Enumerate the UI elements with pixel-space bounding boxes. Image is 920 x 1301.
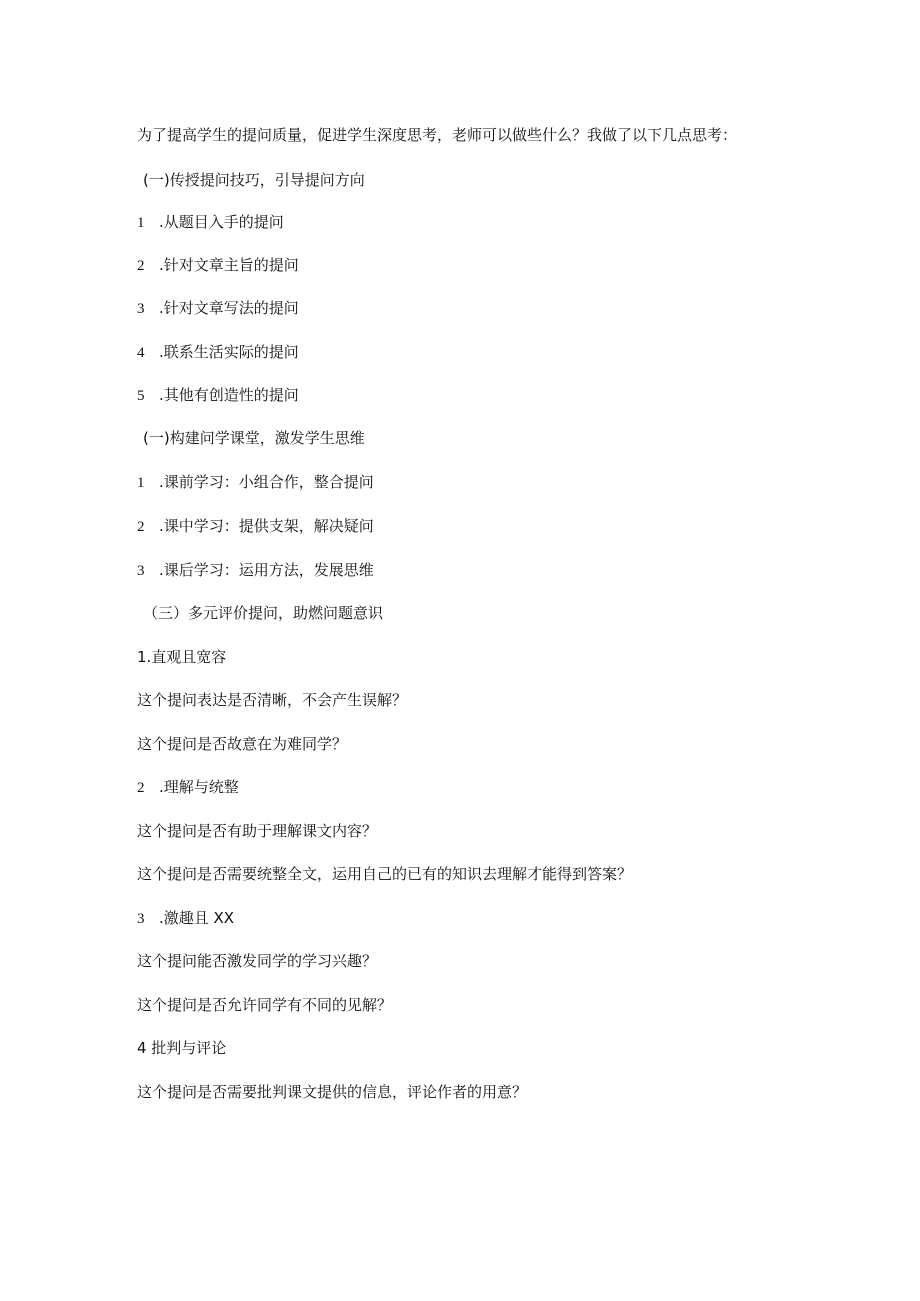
list-number: 5 [137, 388, 145, 404]
intro-paragraph: 为了提高学生的提问质量，促进学生深度思考，老师可以做些什么？我做了以下几点思考： [137, 126, 738, 144]
list-item [137, 298, 299, 319]
list-item [137, 472, 374, 493]
question-line: 这个提问是否故意在为难同学？ [137, 735, 348, 753]
section-heading-1: (一)传授提问技巧，引导提问方向 [143, 171, 365, 189]
list-item [137, 516, 374, 537]
list-item-text: .课前学习：小组合作，整合提问 [159, 473, 374, 491]
list-number: 3 [137, 911, 145, 927]
list-number: 3 [137, 301, 145, 317]
list-item [137, 385, 299, 406]
section-heading-3: （三）多元评价提问，助燃问题意识 [143, 604, 384, 622]
list-item-text: .课后学习：运用方法，发展思维 [159, 561, 374, 579]
list-number: 1 [137, 475, 145, 491]
subsection-title-4: 4 批判与评论 [137, 1039, 227, 1057]
list-item-text: .其他有创造性的提问 [159, 386, 299, 404]
list-number: 2 [137, 780, 145, 796]
subsection-title-2 [137, 777, 239, 798]
question-line: 这个提问是否有助于理解课文内容？ [137, 822, 378, 840]
question-line: 这个提问表达是否清晰，不会产生误解？ [137, 691, 408, 709]
question-line: 这个提问是否需要批判课文提供的信息，评论作者的用意？ [137, 1083, 528, 1101]
list-number: 2 [137, 519, 145, 535]
subsection-title-3 [137, 908, 234, 929]
list-item-text: .联系生活实际的提问 [159, 343, 299, 361]
list-item [137, 255, 299, 276]
list-item-text: .针对文章主旨的提问 [159, 256, 299, 274]
list-item [137, 212, 284, 233]
list-number: 4 [137, 345, 145, 361]
question-line: 这个提问能否激发同学的学习兴趣？ [137, 952, 378, 970]
question-line: 这个提问是否允许同学有不同的见解？ [137, 996, 393, 1014]
list-number: 3 [137, 563, 145, 579]
list-item [137, 342, 299, 363]
list-number: 1 [137, 215, 145, 231]
subsection-title-1: 1.直观且宽容 [137, 648, 227, 666]
question-line: 这个提问是否需要统整全文，运用自己的已有的知识去理解才能得到答案？ [137, 865, 633, 883]
section-heading-2: (一)构建问学课堂，激发学生思维 [143, 429, 365, 447]
list-item-text: .课中学习：提供支架，解决疑问 [159, 517, 374, 535]
subsection-title-text: .理解与统整 [159, 778, 239, 796]
list-item-text: .从题目入手的提问 [159, 213, 284, 231]
subsection-title-text: .激趣且 XX [159, 909, 235, 927]
list-number: 2 [137, 258, 145, 274]
list-item [137, 560, 374, 581]
list-item-text: .针对文章写法的提问 [159, 299, 299, 317]
